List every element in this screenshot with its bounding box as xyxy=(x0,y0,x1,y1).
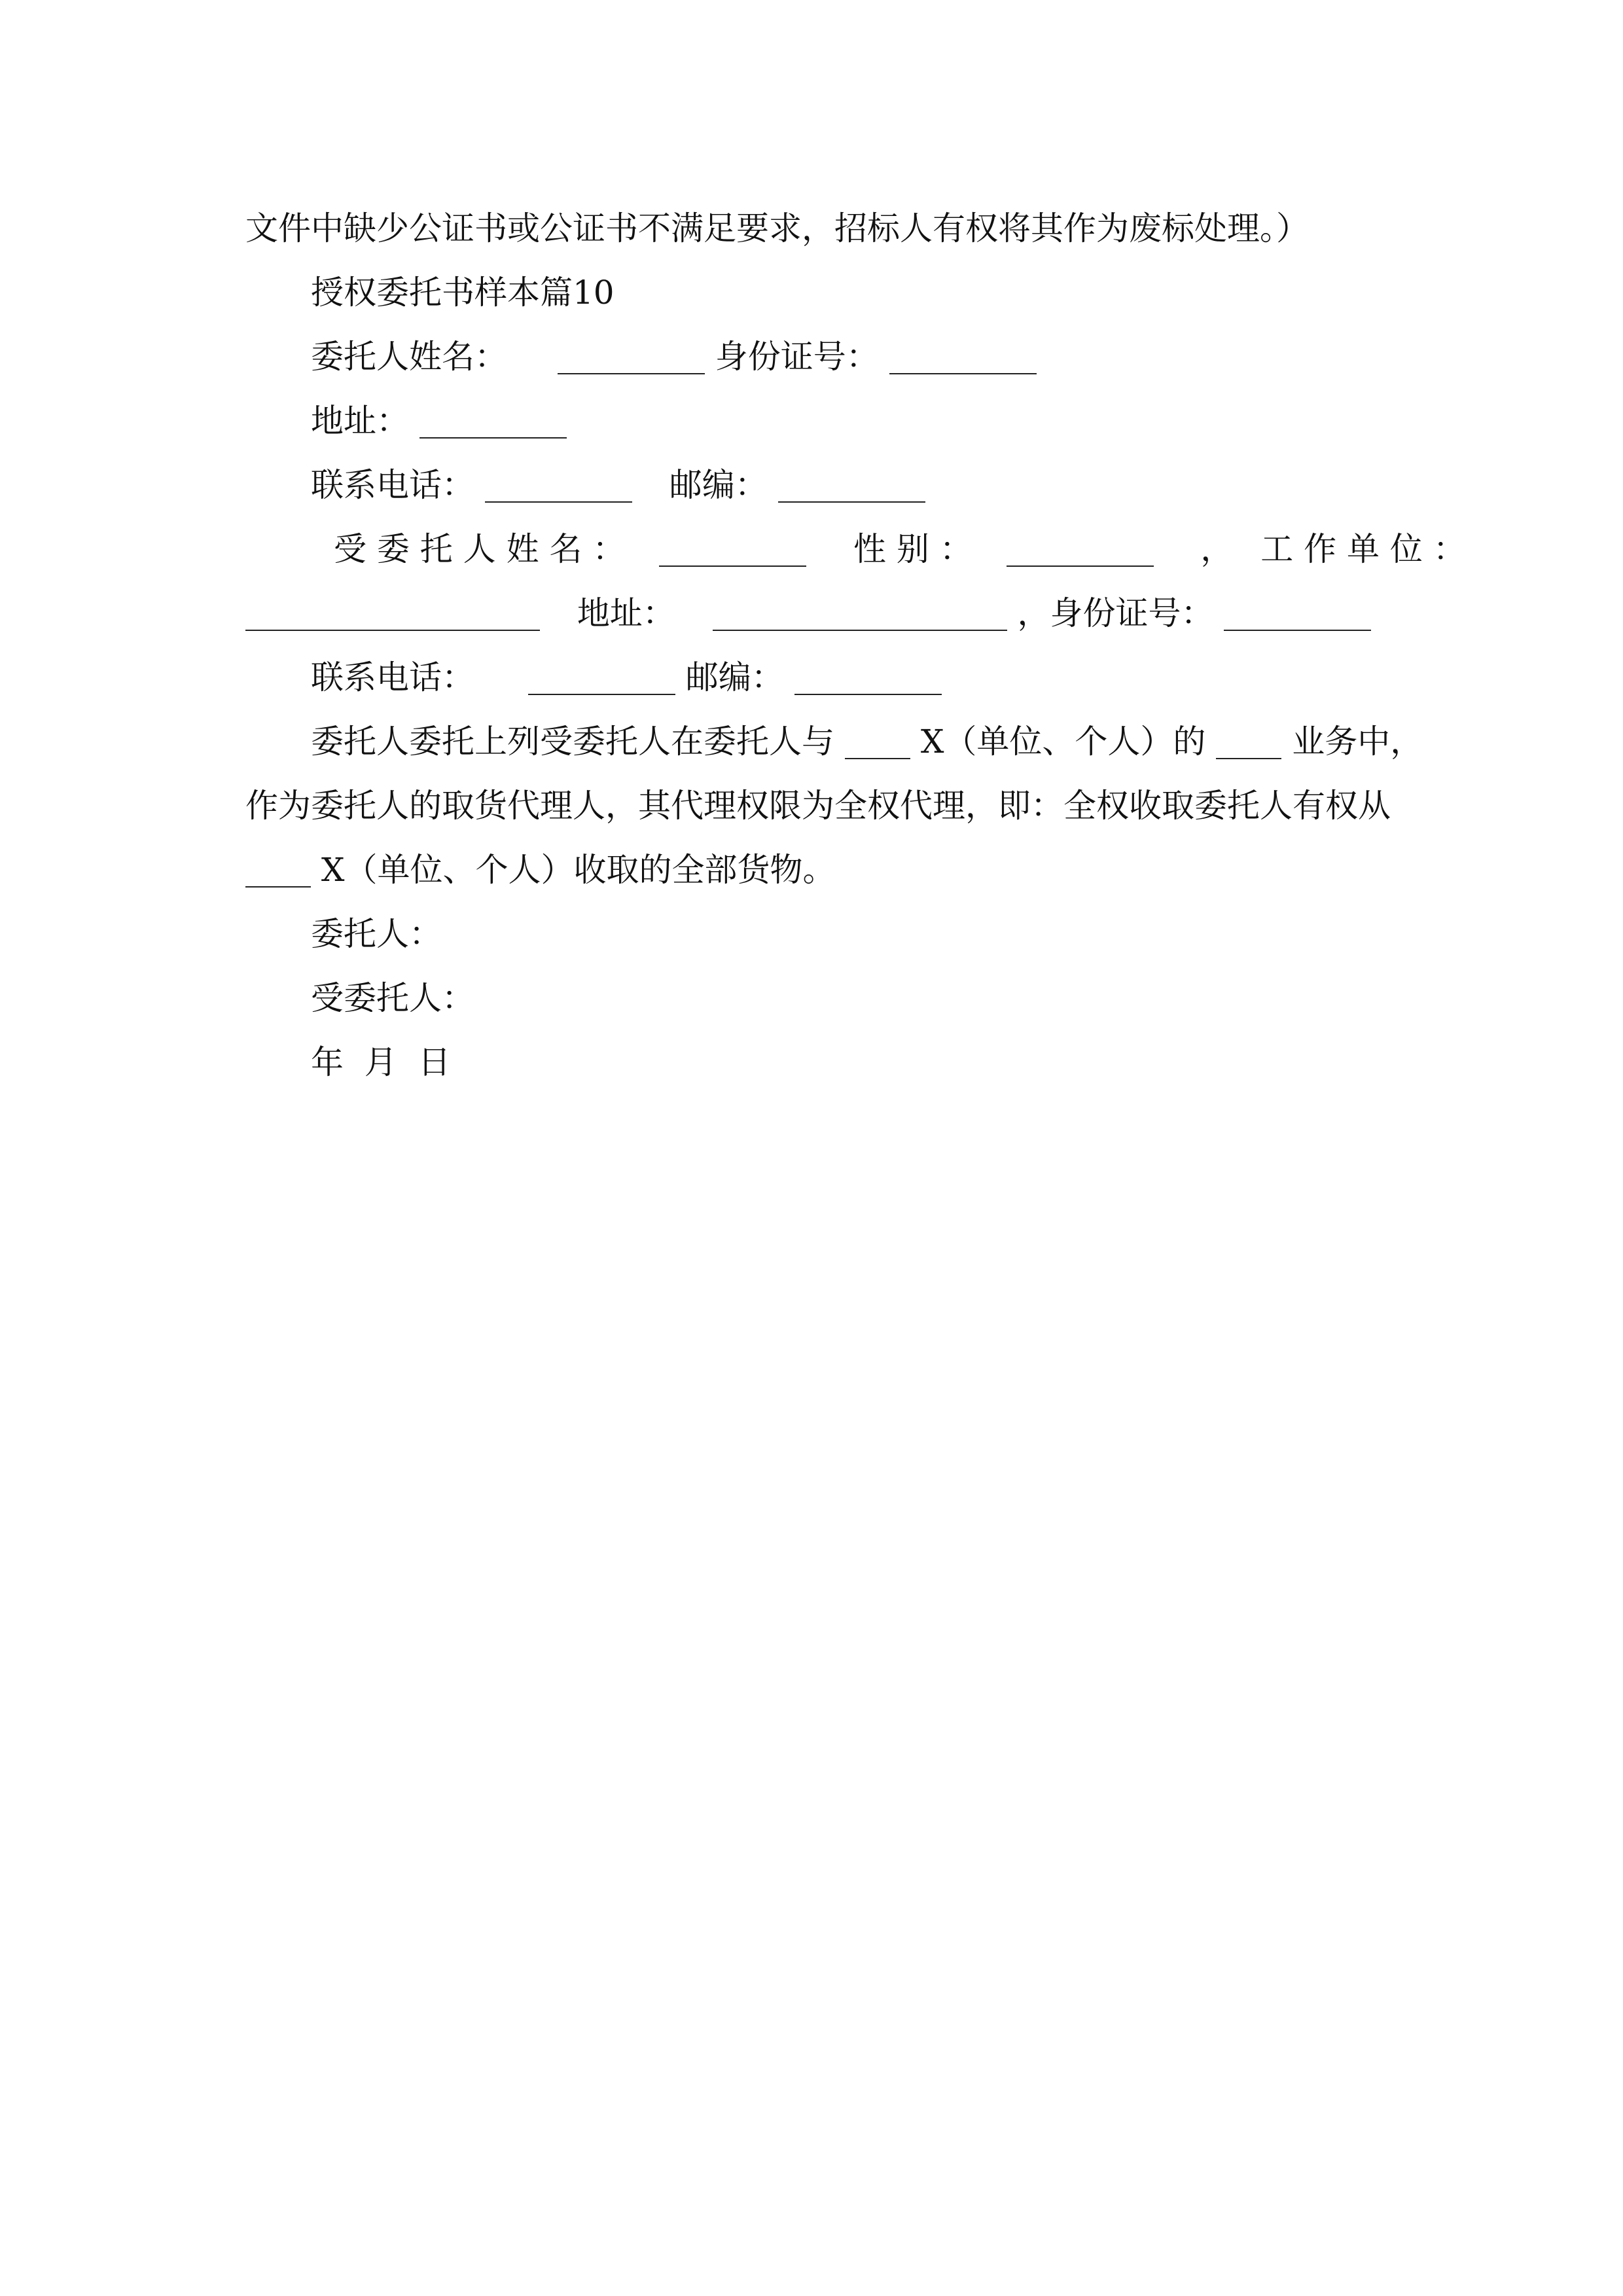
text-line: 作为委托人的取货代理人，其代理权限为全权代理，即：全权收取委托人有权从 xyxy=(245,787,1391,825)
signature-agent xyxy=(0,966,1623,1030)
section-heading: 授权委托书样本篇10 xyxy=(311,274,615,312)
text-line: 文件中缺少公证书或公证书不满足要求，招标人有权将其作为废标处理。） xyxy=(245,209,1309,247)
label-agent-id: ，身份证号： xyxy=(1017,594,1214,632)
text-segment: X（单位、个人）收取的全部货物。 xyxy=(321,851,836,889)
paragraph-line xyxy=(0,774,1623,838)
blank-agent-postcode xyxy=(794,693,942,695)
signature-principal xyxy=(0,902,1623,966)
text-segment: X（单位、个人）的 xyxy=(920,723,1206,761)
separator-comma: ， xyxy=(1200,530,1234,568)
text-segment: 委托人委托上列受委托人在委托人与 xyxy=(311,723,834,761)
blank-principal-name xyxy=(558,372,705,374)
blank-principal-id xyxy=(889,372,1037,374)
blank-source xyxy=(245,886,311,888)
blank-postcode xyxy=(778,501,925,503)
label-signature-principal: 委托人： xyxy=(311,915,442,953)
section-title xyxy=(0,260,1623,325)
blank-phone xyxy=(485,501,632,503)
label-postcode: 邮编： xyxy=(669,466,768,504)
label-gender: 性 别 ： xyxy=(853,530,972,568)
blank-workplace xyxy=(245,629,540,631)
blank-agent-id xyxy=(1224,629,1371,631)
field-line-agent-contact xyxy=(0,645,1623,709)
label-address: 地址： xyxy=(311,402,409,440)
date-line xyxy=(0,1030,1623,1094)
blank-agent-address xyxy=(713,629,1007,631)
label-principal-name: 委托人姓名： xyxy=(311,338,507,376)
blank-agent-phone xyxy=(528,693,675,695)
field-line-agent xyxy=(0,517,1623,581)
blank-address xyxy=(419,437,567,439)
label-agent-phone: 联系电话： xyxy=(311,658,474,696)
paragraph-line xyxy=(0,196,1623,260)
field-line-contact xyxy=(0,453,1623,517)
text-segment: 业务中， xyxy=(1292,723,1423,761)
field-line-principal xyxy=(0,325,1623,389)
label-agent-postcode: 邮编： xyxy=(685,658,784,696)
blank-gender xyxy=(1007,565,1154,567)
label-agent-name: 受 委 托 人 姓 名 ： xyxy=(334,530,626,568)
blank-agent-name xyxy=(659,565,806,567)
label-signature-agent: 受委托人： xyxy=(311,979,474,1017)
paragraph-line xyxy=(0,709,1623,774)
field-line-agent-address xyxy=(0,581,1623,645)
label-workplace: 工 作 单 位 ： xyxy=(1260,530,1466,568)
label-phone: 联系电话： xyxy=(311,466,474,504)
paragraph-line xyxy=(0,838,1623,902)
label-principal-id: 身份证号： xyxy=(715,338,879,376)
label-date: 年 月 日 xyxy=(311,1043,451,1081)
field-line-address xyxy=(0,389,1623,453)
blank-counterparty xyxy=(845,757,910,759)
blank-business xyxy=(1216,757,1281,759)
label-agent-address: 地址： xyxy=(577,594,675,632)
